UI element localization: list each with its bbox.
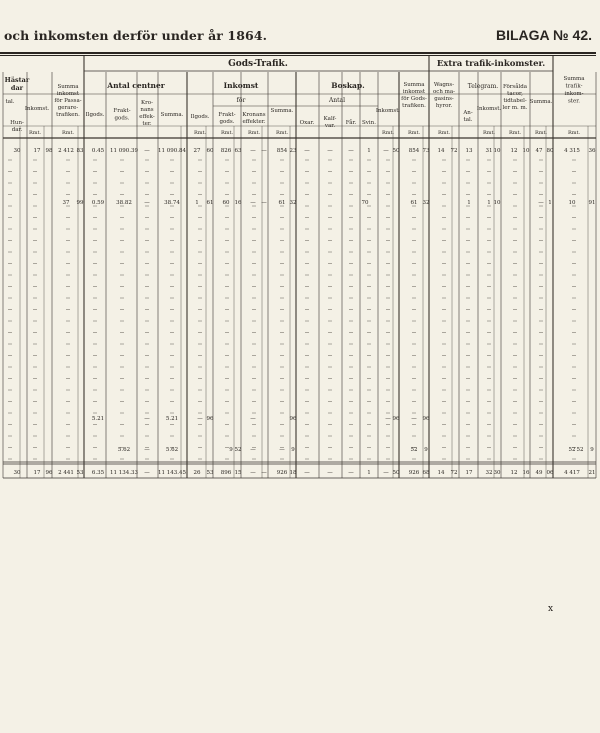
unit-label: Rmt. — [61, 130, 75, 136]
table-cell: — — [144, 447, 150, 453]
col-far: Får. — [345, 120, 357, 126]
totals-cell: 72 — [450, 470, 458, 476]
table-cell: 38.82 — [116, 200, 132, 206]
col-oxar: Oxar. — [299, 120, 315, 126]
table-cell: 36 — [588, 148, 596, 154]
table-cell: 96 — [392, 416, 400, 422]
totals-cell: 16 — [522, 470, 530, 476]
totals-cell: 96 — [45, 470, 53, 476]
table-cell: — — [144, 148, 150, 154]
col-telegram-antal: tal. — [463, 117, 473, 123]
table-cell: 10 — [493, 200, 501, 206]
totals-cell: 50 — [392, 470, 400, 476]
col-hastar: dar — [10, 84, 24, 92]
table-cell: — — [144, 200, 150, 206]
group-header-goods: Gods-Trafik. — [228, 59, 288, 69]
col-wagns-hyror: Wagns- — [433, 82, 455, 88]
table-cell: 91 — [588, 200, 596, 206]
totals-cell: 12 — [510, 470, 518, 476]
col-fraktgods-inkomst: gods. — [219, 119, 235, 125]
table-cell: 1 — [487, 200, 491, 206]
totals-cell: 30 — [13, 470, 21, 476]
col-summa-gods: inkomst — [402, 89, 426, 95]
totals-cell: 11 143.45 — [158, 470, 186, 476]
unit-label: Rmt. — [534, 130, 548, 136]
unit-label: Rmt. — [28, 130, 42, 136]
totals-cell: — — [348, 470, 354, 476]
table-cell: 1 — [548, 200, 552, 206]
unit-label: Rmt. — [567, 130, 581, 136]
unit-label: Rmt. — [407, 130, 421, 136]
col-wagns-hyror: hyror. — [435, 103, 453, 109]
table-cell: 60 — [222, 200, 230, 206]
table-cell: 63 — [234, 148, 242, 154]
totals-cell: 18 — [289, 470, 297, 476]
table-cell: — — [261, 200, 267, 206]
totals-cell: 49 — [535, 470, 543, 476]
table-cell: 854 — [408, 148, 420, 154]
col-kalfvar: Kalf- — [323, 116, 337, 122]
col-summa-passagerare: för Passa- — [54, 98, 82, 104]
table-cell: 5.62 — [117, 447, 131, 453]
col-kronans-centner: Kro- — [141, 100, 153, 106]
table-cell: 61 — [278, 200, 286, 206]
col-inkomst-boskap: Inkomst. — [375, 108, 401, 114]
table-cell: 1 — [195, 200, 199, 206]
table-cell: 72 — [450, 148, 458, 154]
table-cell: 10 — [522, 148, 530, 154]
table-cell: 96 — [422, 416, 430, 422]
subgroup-inkomst: Inkomst — [223, 81, 259, 90]
totals-cell: 53 — [76, 470, 84, 476]
table-cell: — — [279, 447, 285, 453]
table-cell: 61 — [206, 200, 214, 206]
table-cell: — — [250, 447, 256, 453]
table-cell: — — [261, 148, 267, 154]
table-cell: 10 — [493, 148, 501, 154]
totals-cell: 06 — [546, 470, 554, 476]
col-wagns-hyror: och ma- — [432, 89, 456, 95]
totals-cell: 11 134.33 — [110, 470, 138, 476]
subgroup-for: för — [236, 97, 246, 104]
table-cell: 16 — [234, 200, 242, 206]
margin-mark: x — [548, 604, 554, 614]
table-cell: 9 — [229, 447, 233, 453]
totals-cell: 926 — [276, 470, 288, 476]
totals-cell: — — [250, 470, 256, 476]
unit-label: Rmt. — [437, 130, 451, 136]
col-hastar-inkomst: Inkomst. — [24, 106, 50, 112]
table-cell: 5.21 — [165, 416, 179, 422]
unit-label: Rmt. — [247, 130, 261, 136]
totals-cell: 21 — [588, 470, 596, 476]
unit-label: Rmt. — [275, 130, 289, 136]
col-telegram: Telegram. — [467, 83, 499, 90]
col-telegram-antal: An- — [463, 110, 473, 116]
col-summa-passagerare: trafiken. — [56, 112, 80, 118]
page-header-appendix: BILAGA № 42. — [496, 27, 592, 43]
totals-cell: 896 — [220, 470, 232, 476]
unit-label: Rmt. — [381, 130, 395, 136]
table-cell: 13 — [465, 148, 473, 154]
table-cell: — — [327, 148, 333, 154]
col-hastar: Hästar — [4, 76, 30, 84]
totals-cell: 2 441 — [58, 470, 74, 476]
table-cell: 52 — [410, 447, 418, 453]
table-cell: 17 — [33, 148, 41, 154]
unit-label: Rmt. — [220, 130, 234, 136]
table-cell: 12 — [510, 148, 518, 154]
unit-label: Rmt. — [193, 130, 207, 136]
col-summa-trafik: trafik- — [565, 83, 583, 90]
col-summa-extra: Summa. — [529, 99, 553, 105]
col-summa-passagerare: gerare- — [57, 105, 79, 111]
totals-cell: 68 — [422, 470, 430, 476]
table-cell: 52 — [234, 447, 242, 453]
unit-label: Rmt. — [482, 130, 496, 136]
totals-cell: 4 417 — [564, 470, 580, 476]
col-summa-centner: Summa. — [160, 112, 184, 118]
table-cell: 32 — [289, 200, 297, 206]
table-cell: — — [144, 416, 150, 422]
table-cell: 80 — [546, 148, 554, 154]
col-forsalda: tidtabel- — [503, 98, 527, 104]
table-cell: 23 — [289, 148, 297, 154]
table-cell: 27 — [193, 148, 201, 154]
table-cell: — — [197, 416, 203, 422]
table-cell: 52 — [576, 447, 584, 453]
table-cell: 98 — [45, 148, 53, 154]
totals-cell: — — [261, 470, 267, 476]
table-cell: 96 — [289, 416, 297, 422]
table-cell: 38.74 — [164, 200, 180, 206]
table-cell: 31 — [485, 148, 493, 154]
table-cell: 0.59 — [91, 200, 105, 206]
col-telegram-inkomst: Inkomst. — [476, 106, 502, 112]
col-forsalda: ler m. m. — [502, 105, 528, 111]
col-summa-inkomst: Summa. — [270, 108, 294, 114]
col-kronans-inkomst: Kronans — [242, 112, 266, 118]
table-cell: 1 — [367, 148, 371, 154]
table-cell: 96 — [206, 416, 214, 422]
col-summa-gods: trafiken. — [402, 103, 426, 109]
subgroup-boskap: Boskap. — [331, 81, 365, 90]
table-cell: 70 — [361, 200, 369, 206]
table-cell: — — [383, 148, 389, 154]
subgroup-antal: Antal — [328, 97, 346, 104]
totals-cell: 6.35 — [91, 470, 105, 476]
table-cell: 854 — [276, 148, 288, 154]
table-cell: 73 — [422, 148, 430, 154]
col-fraktgods-centner: Frakt- — [113, 108, 131, 114]
table-cell: — — [250, 416, 256, 422]
table-cell: 99 — [76, 200, 84, 206]
table-cell: 9 — [590, 447, 594, 453]
group-header-extra: Extra trafik-inkomster. — [436, 59, 546, 69]
table-cell: 30 — [13, 148, 21, 154]
col-kronans-centner: ter. — [142, 121, 152, 127]
table-cell: 52 — [568, 447, 576, 453]
table-cell: — — [304, 148, 310, 154]
totals-cell: 15 — [234, 470, 242, 476]
table-cell: 50 — [392, 148, 400, 154]
table-cell: 83 — [76, 148, 84, 154]
col-kronans-centner: nans — [140, 107, 154, 113]
table-cell: 14 — [437, 148, 445, 154]
table-cell: — — [250, 148, 256, 154]
col-fraktgods-centner: gods. — [114, 115, 130, 122]
totals-cell: 32 — [485, 470, 493, 476]
col-forsalda: Försålda — [502, 84, 528, 90]
table-cell: 5.62 — [165, 447, 179, 453]
col-svin: Svin. — [362, 120, 376, 126]
col-kronans-centner: effek- — [139, 114, 155, 120]
table-cell: 826 — [220, 148, 232, 154]
col-fraktgods-inkomst: Frakt- — [218, 112, 236, 118]
totals-cell: 926 — [408, 470, 420, 476]
table-cell: 0.45 — [91, 148, 105, 154]
col-summa-passagerare: Summa — [57, 84, 79, 90]
col-summa-trafik: ster. — [567, 98, 581, 105]
col-summa-trafik: inkom- — [564, 91, 584, 97]
table-cell: 60 — [206, 148, 214, 154]
table-cell: 2 412 — [58, 148, 74, 154]
totals-cell: — — [383, 470, 389, 476]
table-cell: 32 — [422, 200, 430, 206]
table-cell: 5.21 — [91, 416, 105, 422]
col-ilgods-centner: Ilgods. — [85, 112, 105, 118]
table-cell: 61 — [410, 200, 418, 206]
page-header-title: och inkomsten derför under år 1864. — [4, 28, 268, 43]
totals-cell: — — [144, 470, 150, 476]
col-summa-passagerare: inkomst — [56, 91, 80, 97]
table-cell: 1 — [467, 200, 471, 206]
totals-cell: 14 — [437, 470, 445, 476]
col-summa-gods: Summa — [403, 82, 425, 88]
col-hastar-hundar: dar. — [11, 127, 23, 133]
table-cell: 37 — [62, 200, 70, 206]
totals-cell: — — [327, 470, 333, 476]
table-cell: 47 — [535, 148, 543, 154]
totals-cell: — — [304, 470, 310, 476]
table-cell: — — [385, 416, 391, 422]
totals-cell: 17 — [33, 470, 41, 476]
col-hastar-tal: tal. — [5, 99, 15, 105]
table-cell: 9 — [424, 447, 428, 453]
col-forsalda: tacor, — [507, 91, 523, 97]
table-cell: — — [411, 416, 417, 422]
totals-cell: 30 — [493, 470, 501, 476]
col-ilgods-inkomst: Ilgods. — [190, 114, 210, 120]
totals-cell: 26 — [193, 470, 201, 476]
col-summa-gods: för Gods- — [401, 96, 427, 102]
unit-label: Rmt. — [508, 130, 522, 136]
totals-cell: 1 — [367, 470, 371, 476]
col-hastar-hundar: Hun- — [10, 120, 24, 126]
table-cell: 4 315 — [564, 148, 580, 154]
table-cell: — — [250, 200, 256, 206]
table-cell: 9 — [291, 447, 295, 453]
col-wagns-hyror: gasins- — [434, 96, 454, 102]
col-kalfvar: var. — [324, 123, 336, 129]
col-summa-trafik: Summa — [563, 76, 585, 82]
totals-cell: 53 — [206, 470, 214, 476]
col-kronans-inkomst: effekter. — [242, 119, 266, 125]
table-cell: — — [538, 200, 544, 206]
subgroup-antal-centner: Antal centner — [107, 81, 165, 90]
table-cell: — — [348, 148, 354, 154]
totals-cell: 17 — [465, 470, 473, 476]
table-cell: 10 — [568, 200, 576, 206]
table-cell: 11 090.39 — [110, 148, 138, 154]
table-cell: 11 090.84 — [158, 148, 186, 154]
